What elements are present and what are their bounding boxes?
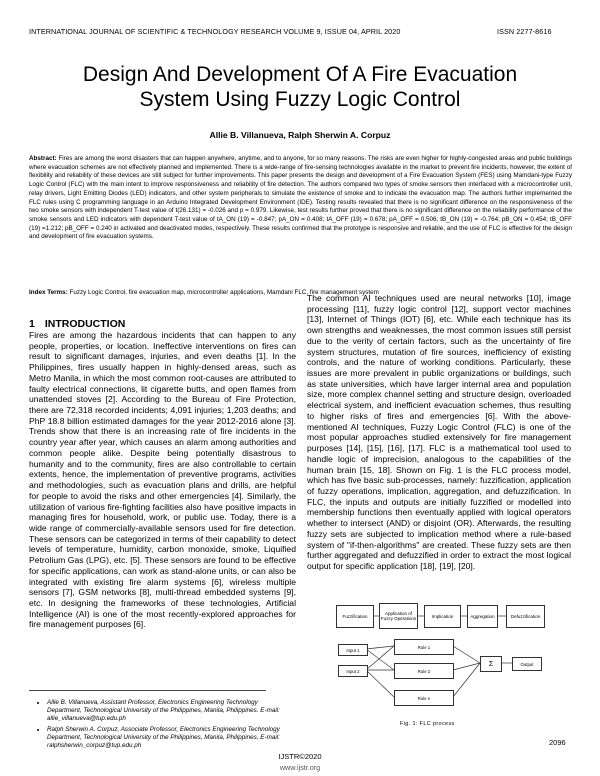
rule-1-box: Rule 1 — [394, 639, 454, 655]
sigma-box: Σ — [480, 656, 502, 672]
input-1-box: Input 1 — [338, 644, 368, 656]
abstract-text: Fires are among the worst disasters that can happen anywhere, anytime, and to anyone, for so many reasons. The risks are even higher for highly-congested areas and public buildings where evacuation schemes are not effectively planned and implemented. There is a wide-range of fire-sensing technologies available in the market to prevent fire incidents, however, the extent of flexibility and reliability of these devices are still subject for further improvements. This paper presents the design and development of a Fire Evacuation System (FES) using Mamdani-type Fuzzy Logic Control (FLC) with the main intent to improve responsiveness and reliability of fire detection. The authors compared two types of smoke sensors then interfaced with a microcontroller unit, relay drivers, Light Emitting Diodes (LED) indicators, and other system peripherals to simulate the existence of smoke and to indicate the evacuation map. The authors further implemented the FLC rules using C programming language in an Arduino Integrated Development Environment (IDE). Testing results revealed that there is no significant difference on the responsiveness of the two smoke sensors with independent T-test value of t(26.131) = -0.026 and p = 0.979. Likewise, test results further proved that there is no significant difference on the reliability performance of the smoke sensors and LED indicators with dependent T-test value of tA_ON (19) = -0.847; pA_ON = 0.408; tA_OFF (19) = 0.678; pA_OFF = 0.506; tB_ON (19) = -0.764; pB_ON = 0.454; tB_OFF (19) =1.212; pB_OFF = 0.240 in activated and deactivated modes, respectively. These results confirmed that the prototype is responsive and reliable, and the use of FLC is effective for the design and development of fire evacuation systems. — [29, 155, 572, 241]
rule-n-box: Rule n — [394, 690, 454, 706]
paper-title — [0, 62, 600, 112]
fuzzification-box: Fuzzification — [336, 605, 374, 628]
defuzzification-box: Defuzzification — [506, 605, 545, 628]
abstract — [29, 155, 572, 242]
footnote-author-2: • Ralph Sherwin A. Corpuz, Associate Professor, Electronics Engineering Technology Department, Technological University of the Philippines, Manila, Philippines. E-mail: ralphsherwin_corpuz@tup.edu.ph — [47, 726, 293, 750]
right-column-text: The common AI techniques used are neural networks [10], image processing [11], fuzzy logic control [12], support vector machines [13], Internet of Things (IOT) [6], etc. While each technique has its own strengths and weaknesses, the most common issues still persist due to the verity of certain factors, such as the uncertainty of fire system structures, mutation of fire sources, inefficiency of existing controls, and the nature of working conditions. Particularly, these issues are more prevalent in public organizations or buildings, such as state universities, which have larger internal area and population size, more complex channel setting and structure design, overloaded electrical system, and inefficient evacuation schemes, thus resulting to higher risks of fires and emergencies [6]. With the above-mentioned AI techniques, Fuzzy Logic Control (FLC) is one of the most popular approaches studied extensively for fire management purposes [14], [15], [16], [17]. FLC is a mathematical tool used to handle logic of imprecision, analogous to the capabilities of the human brain [15, 18]. Shown on Fig. 1 is the FLC process model, which has five basic sub-processes, namely: fuzzification, application of fuzzy operations, implication, aggregation, and defuzzification. In FLC, the inputs and outputs are initially fuzzified or modelled into membership functions then eventually applied with logical operators whether to intersect (AND) or disjoint (OR). Afterwards, the resulting fuzzy sets are subjected to implication method where a rule-based system of "if-then-algorithms" are created. These fuzzy sets are then further aggregated and defuzzified in order to extract the most logical output for specific application [18], [19], [20]. — [307, 293, 571, 571]
aggregation-box: Aggregation — [467, 605, 498, 628]
abstract-label: Abstract: — [29, 155, 57, 162]
output-box: Output — [512, 657, 542, 671]
issn-header: ISSN 2277-8616 — [497, 27, 552, 36]
figure-caption: Fig. 1: FLC process — [400, 721, 455, 727]
title-line-1: Design And Development Of A Fire Evacuation — [82, 63, 518, 86]
author-footnotes — [33, 699, 293, 752]
implication-box: Implication — [424, 605, 461, 628]
index-terms-text: Fuzzy Logic Control, fire evacuation map, microcontroller applications, Mamdani FLC, fire management system — [69, 289, 379, 296]
rule-2-box: Rule 2 — [394, 663, 454, 679]
journal-header: INTERNATIONAL JOURNAL OF SCIENTIFIC & TECHNOLOGY RESEARCH VOLUME 9, ISSUE 04, APRIL 2020 — [29, 27, 401, 36]
index-terms-label: Index Terms: — [29, 289, 68, 296]
flc-process-figure — [334, 603, 564, 729]
footer-copyright: IJSTR©2020 — [278, 752, 322, 761]
title-line-2: System Using Fuzzy Logic Control — [139, 88, 461, 111]
left-column-text: Fires are among the hazardous incidents that can happen to any people, properties, or location. Ineffective interventions on fires can result to significant damages, injuries, and even deaths [1]. In the Philippines, fires usually happen in highly-densed areas, such as Metro Manila, in which the most common root-causes are attributed to faulty electrical connections, lit cigarette butts, and open flames from unattended stoves [2]. According to the Bureau of Fire Protection, there are 72,318 recorded incidents; 4,091 injuries; 1,203 deaths; and PhP 18.8 billion estimated damages for the year 2012-2016 alone [3]. Trends show that there is an increasing rate of fire incidents in the country year after year, which causes an alarm among authorities and common people alike. Despite being potentially disastrous to humanity and to the community, fires are also controllable to certain extents, hence, the implementation of preventive programs, activities and methodologies, such as evacuation plans and drills, are helpful for people to avoid the risks and other emergencies [4]. Similarly, the utilization of various fire-fighting facilities also have positive impacts in managing fires for household, work, or public use. Today, there is a wide range of commercially-available sensors used for fire detection. These sensors can be categorized in terms of their capability to detect levels of temperature, humidity, carbon monoxide, smoke, Liquified Petrolium Gas (LPG), etc. [5]. These sensors are found to be effective for specific applications, can work as stand-alone units, or can also be integrated with existing fire alarm systems [6], wireless multiple sensors [7], GSM networks [8], multi-thread embedded systems [9], etc. In designing the frameworks of these technologies, Artificial Intelligence (AI) is one of the most recently-explored approaches for fire management purposes [6]. — [29, 330, 296, 630]
authors: Allie B. Villanueva, Ralph Sherwin A. Corpuz — [209, 130, 391, 140]
fuzzy-operations-box: Application of Fuzzy Operations — [379, 603, 418, 629]
footnote-divider — [29, 690, 266, 691]
section-title: INTRODUCTION — [44, 318, 126, 330]
footer-url: www.ijstr.org — [279, 763, 321, 772]
page-number: 2096 — [549, 738, 566, 747]
section-heading — [29, 318, 125, 330]
footnote-author-1: • Allie B. Villanueva, Assistant Professor, Electronics Engineering Technology Department, Technological University of the Philippines, Manila, Philippines. E-mail: allie_villanueva@tup.edu.ph — [47, 699, 293, 723]
input-2-box: Input 2 — [338, 665, 368, 677]
section-number: 1 — [29, 318, 35, 330]
